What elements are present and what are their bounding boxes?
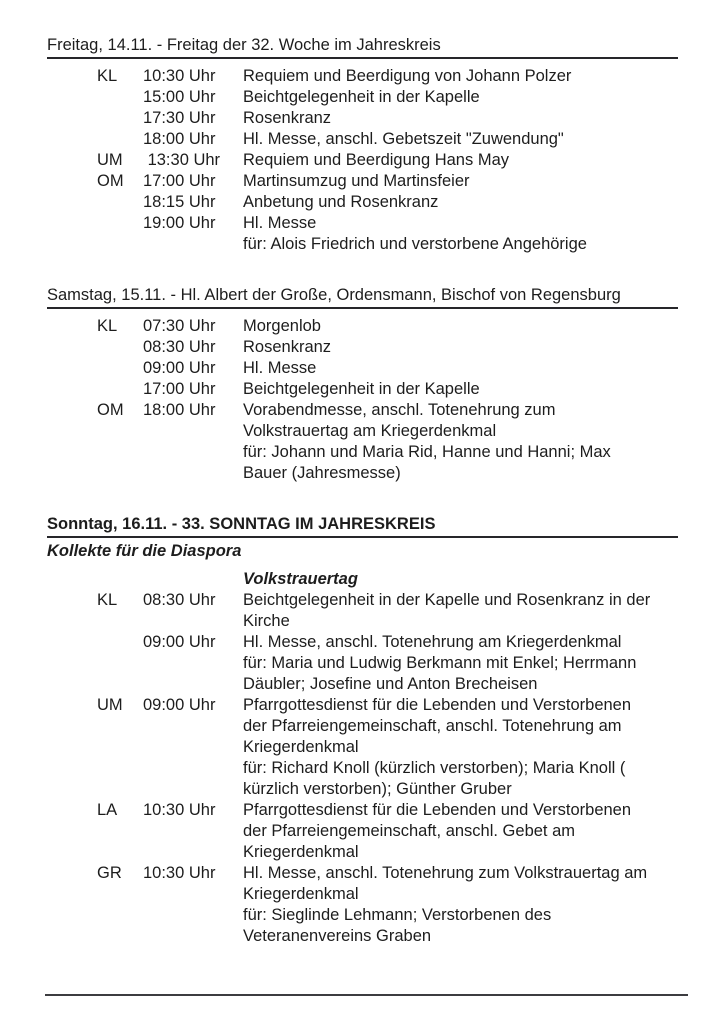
event-description [243,129,678,150]
event-description [243,108,678,129]
location-code: KL [97,591,118,609]
schedule-row [47,590,678,632]
schedule-row [47,316,678,337]
event-description [243,358,678,379]
location-code: OM [97,401,124,419]
schedule-section [47,285,678,484]
event-time: 18:00 Uhr [143,130,216,148]
event-time: 17:00 Uhr [143,380,216,398]
event-time: 18:00 Uhr [143,401,216,419]
event-description-line: Kirche [243,612,290,630]
section-rows [47,309,678,484]
event-time: 09:00 Uhr [143,696,216,714]
event-description-line: Beichtgelegenheit in der Kapelle und Rosenkranz in der [243,591,651,609]
section-title: Sonntag, 16.11. - 33. SONNTAG IM JAHRESKREIS [47,514,678,538]
schedule-row [47,379,678,400]
event-time: 09:00 Uhr [143,359,216,377]
event-time: 08:30 Uhr [143,338,216,356]
schedule-row [47,569,678,590]
schedule-row [47,66,678,87]
event-description-line: für: Richard Knoll (kürzlich verstorben); Maria Knoll ( [243,759,626,777]
event-description-line: Rosenkranz [243,109,332,127]
event-description-line: Kriegerdenkmal [243,843,359,861]
event-description-line: Beichtgelegenheit in der Kapelle [243,380,480,398]
event-time: 15:00 Uhr [143,88,216,106]
event-description-line: Rosenkranz [243,338,332,356]
location-code: KL [97,67,118,85]
event-time: 09:00 Uhr [143,633,216,651]
location-code: KL [97,317,118,335]
event-description-line: Pfarrgottesdienst für die Lebenden und Verstorbenen [243,696,632,714]
section-title: Freitag, 14.11. - Freitag der 32. Woche im Jahreskreis [47,35,678,59]
schedule-row [47,213,678,255]
event-description-line: für: Maria und Ludwig Berkmann mit Enkel; Herrmann [243,654,637,672]
event-description-line: Pfarrgottesdienst für die Lebenden und Verstorbenen [243,801,632,819]
event-time: 10:30 Uhr [143,67,216,85]
section-subtitle: Kollekte für die Diaspora [47,542,242,560]
event-description [243,316,678,337]
event-description [243,590,678,632]
schedule-row [47,400,678,484]
event-description [243,87,678,108]
event-description-line: Beichtgelegenheit in der Kapelle [243,88,480,106]
event-time: 19:00 Uhr [143,214,216,232]
event-time: 13:30 Uhr [143,151,221,169]
event-description-line: Hl. Messe, anschl. Totenehrung zum Volkstrauertag am [243,864,648,882]
event-description-line: Hl. Messe, anschl. Totenehrung am Kriegerdenkmal [243,633,622,651]
event-description-line: Vorabendmesse, anschl. Totenehrung zum [243,401,556,419]
bottom-rule [45,994,688,996]
event-time: 17:30 Uhr [143,109,216,127]
schedule-row [47,108,678,129]
event-description [243,192,678,213]
event-description-line: Hl. Messe [243,359,317,377]
schedule-row [47,337,678,358]
event-description-line: der Pfarreiengemeinschaft, anschl. Gebet am [243,822,576,840]
event-description-line: Bauer (Jahresmesse) [243,464,401,482]
event-description-line: für: Sieglinde Lehmann; Verstorbenen des [243,906,552,924]
schedule-row [47,800,678,863]
event-description-line: Kriegerdenkmal [243,885,359,903]
event-description-line: Martinsumzug und Martinsfeier [243,172,470,190]
event-description-line: für: Alois Friedrich und verstorbene Angehörige [243,235,587,253]
event-description-line: Requiem und Beerdigung von Johann Polzer [243,67,572,85]
location-code: LA [97,801,118,819]
location-code: UM [97,151,123,169]
schedule-row [47,863,678,947]
event-time: 18:15 Uhr [143,193,216,211]
schedule-row [47,632,678,695]
event-time: 08:30 Uhr [143,591,216,609]
schedule-row [47,87,678,108]
schedule-row [47,358,678,379]
location-code: UM [97,696,123,714]
event-description [243,213,678,255]
schedule-row [47,192,678,213]
section-rows [47,59,678,255]
event-description [243,150,678,171]
event-description-line: der Pfarreiengemeinschaft, anschl. Totenehrung am [243,717,622,735]
schedule-section [47,514,678,947]
event-description-line: Volkstrauertag [243,570,358,588]
event-description-line: Hl. Messe, anschl. Gebetszeit "Zuwendung" [243,130,564,148]
event-description [243,695,678,800]
event-description [243,863,678,947]
schedule-section [47,35,678,255]
event-description [243,569,678,590]
location-code: OM [97,172,124,190]
schedule-row [47,695,678,800]
event-description [243,632,678,695]
schedule [47,35,678,947]
event-time: 17:00 Uhr [143,172,216,190]
section-title: Samstag, 15.11. - Hl. Albert der Große, Ordensmann, Bischof von Regensburg [47,285,678,309]
event-description-line: für: Johann und Maria Rid, Hanne und Hanni; Max [243,443,611,461]
event-description [243,171,678,192]
location-code: GR [97,864,122,882]
schedule-row [47,129,678,150]
event-description [243,337,678,358]
event-description [243,800,678,863]
event-time: 07:30 Uhr [143,317,216,335]
section-rows [47,562,678,947]
event-description-line: Anbetung und Rosenkranz [243,193,439,211]
event-description-line: Morgenlob [243,317,321,335]
schedule-row [47,171,678,192]
event-description-line: Däubler; Josefine und Anton Brecheisen [243,675,538,693]
event-description [243,66,678,87]
event-time: 10:30 Uhr [143,801,216,819]
event-description-line: kürzlich verstorben); Günther Gruber [243,780,512,798]
event-description-line: Veteranenvereins Graben [243,927,432,945]
schedule-row [47,150,678,171]
event-time: 10:30 Uhr [143,864,216,882]
event-description-line: Hl. Messe [243,214,317,232]
event-description-line: Requiem und Beerdigung Hans May [243,151,509,169]
event-description-line: Kriegerdenkmal [243,738,359,756]
event-description-line: Volkstrauertag am Kriegerdenkmal [243,422,497,440]
event-description [243,379,678,400]
event-description [243,400,678,484]
